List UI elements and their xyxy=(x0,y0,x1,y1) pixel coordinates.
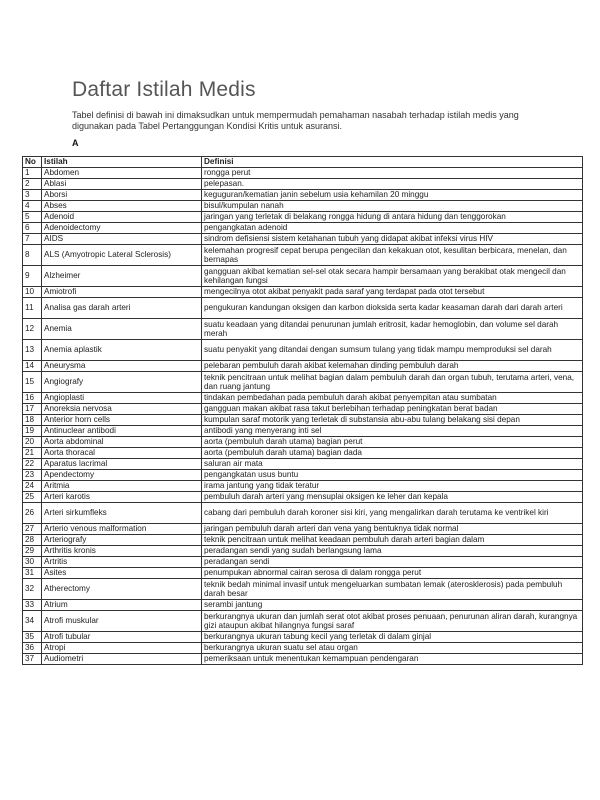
row-term: AIDS xyxy=(42,234,202,245)
row-term: Aorta thoracal xyxy=(42,448,202,459)
table-row xyxy=(23,179,583,190)
row-definition: teknik pencitraan untuk melihat keadaan pembuluh darah arteri bagian dalam xyxy=(202,535,583,546)
row-no: 3 xyxy=(23,190,42,201)
row-no: 20 xyxy=(23,437,42,448)
row-term: Adenoid xyxy=(42,212,202,223)
row-no: 13 xyxy=(23,340,42,361)
row-definition: suatu keadaan yang ditandai penurunan jumlah eritrosit, kadar hemoglobin, dan volume sel darah merah xyxy=(202,319,583,340)
row-definition: teknik pencitraan untuk melihat bagian dalam pembuluh darah dan organ tubuh, terutama arteri, vena, dan ruang jantung xyxy=(202,372,583,393)
row-term: Apendectomy xyxy=(42,470,202,481)
row-definition: rongga perut xyxy=(202,168,583,179)
row-definition: berkurangnya ukuran tabung kecil yang terletak di dalam ginjal xyxy=(202,632,583,643)
row-no: 9 xyxy=(23,266,42,287)
row-no: 30 xyxy=(23,557,42,568)
table-row xyxy=(23,361,583,372)
row-no: 1 xyxy=(23,168,42,179)
row-definition: kumpulan saraf motorik yang terletak di substansia abu-abu tulang belakang sisi depan xyxy=(202,415,583,426)
row-definition: suatu penyakit yang ditandai dengan sumsum tulang yang tidak mampu memproduksi sel darah xyxy=(202,340,583,361)
header-definition: Definisi xyxy=(202,157,583,168)
table-row xyxy=(23,600,583,611)
row-no: 14 xyxy=(23,361,42,372)
row-term: Alzheimer xyxy=(42,266,202,287)
row-term: Atrofi tubular xyxy=(42,632,202,643)
row-definition: peradangan sendi xyxy=(202,557,583,568)
row-definition: kelemahan progresif cepat berupa pengecilan dan kekakuan otot, kesulitan berbicara, menelan, dan bernapas xyxy=(202,245,583,266)
table-row xyxy=(23,546,583,557)
table-row xyxy=(23,470,583,481)
row-no: 5 xyxy=(23,212,42,223)
table-row xyxy=(23,503,583,524)
row-definition: pengangkatan usus buntu xyxy=(202,470,583,481)
row-definition: tindakan pembedahan pada pembuluh darah akibat penyempitan atau sumbatan xyxy=(202,393,583,404)
row-no: 22 xyxy=(23,459,42,470)
row-no: 29 xyxy=(23,546,42,557)
row-term: Angioplasti xyxy=(42,393,202,404)
table-row xyxy=(23,568,583,579)
row-no: 37 xyxy=(23,654,42,665)
table-row xyxy=(23,415,583,426)
row-term: Abses xyxy=(42,201,202,212)
row-definition: mengecilnya otot akibat penyakit pada saraf yang terdapat pada otot tersebut xyxy=(202,287,583,298)
row-definition: peradangan sendi yang sudah berlangsung lama xyxy=(202,546,583,557)
row-no: 25 xyxy=(23,492,42,503)
row-definition: aorta (pembuluh darah utama) bagian perut xyxy=(202,437,583,448)
row-definition: jaringan pembuluh darah arteri dan vena yang bentuknya tidak normal xyxy=(202,524,583,535)
row-term: Adenoidectomy xyxy=(42,223,202,234)
row-term: Ablasi xyxy=(42,179,202,190)
row-definition: gangguan makan akibat rasa takut berlebihan terhadap peningkatan berat badan xyxy=(202,404,583,415)
row-term: Aneurysma xyxy=(42,361,202,372)
row-no: 18 xyxy=(23,415,42,426)
row-term: Aparatus lacrimal xyxy=(42,459,202,470)
row-no: 7 xyxy=(23,234,42,245)
table-row xyxy=(23,643,583,654)
row-no: 35 xyxy=(23,632,42,643)
row-term: Arteriografy xyxy=(42,535,202,546)
table-row xyxy=(23,654,583,665)
row-definition: berkurangnya ukuran dan jumlah serat otot akibat proses penuaan, penurunan aliran darah, kurangnya gizi ataupun akibat hilangnya fungsi saraf xyxy=(202,611,583,632)
table-row xyxy=(23,319,583,340)
row-definition: pembuluh darah arteri yang mensuplai oksigen ke leher dan kepala xyxy=(202,492,583,503)
row-term: Anemia xyxy=(42,319,202,340)
row-definition: irama jantung yang tidak teratur xyxy=(202,481,583,492)
row-term: Arteri sirkumfleks xyxy=(42,503,202,524)
row-no: 34 xyxy=(23,611,42,632)
row-no: 28 xyxy=(23,535,42,546)
row-term: Anemia aplastik xyxy=(42,340,202,361)
glossary-table xyxy=(22,156,583,665)
row-term: Atropi xyxy=(42,643,202,654)
row-no: 4 xyxy=(23,201,42,212)
row-definition: pemeriksaan untuk menentukan kemampuan pendengaran xyxy=(202,654,583,665)
table-row xyxy=(23,535,583,546)
row-no: 10 xyxy=(23,287,42,298)
header-no: No xyxy=(23,157,42,168)
row-no: 24 xyxy=(23,481,42,492)
row-no: 6 xyxy=(23,223,42,234)
table-row xyxy=(23,212,583,223)
row-definition: berkurangnya ukuran suatu sel atau organ xyxy=(202,643,583,654)
table-row xyxy=(23,340,583,361)
table-row xyxy=(23,245,583,266)
row-definition: pelepasan. xyxy=(202,179,583,190)
table-header-row xyxy=(23,157,583,168)
table-row xyxy=(23,190,583,201)
row-definition: pengangkatan adenoid xyxy=(202,223,583,234)
table-row xyxy=(23,437,583,448)
row-no: 15 xyxy=(23,372,42,393)
row-no: 16 xyxy=(23,393,42,404)
row-no: 32 xyxy=(23,579,42,600)
table-body xyxy=(23,168,583,665)
table-row xyxy=(23,266,583,287)
row-term: Atrofi muskular xyxy=(42,611,202,632)
table-row xyxy=(23,632,583,643)
row-term: Arterio venous malformation xyxy=(42,524,202,535)
row-definition: cabang dari pembuluh darah koroner sisi kiri, yang mengalirkan darah terutama ke ventrikel kiri xyxy=(202,503,583,524)
row-no: 11 xyxy=(23,298,42,319)
row-no: 19 xyxy=(23,426,42,437)
row-no: 17 xyxy=(23,404,42,415)
table-row xyxy=(23,557,583,568)
table-row xyxy=(23,393,583,404)
table-row xyxy=(23,459,583,470)
table-row xyxy=(23,168,583,179)
table-row xyxy=(23,201,583,212)
row-definition: gangguan akibat kematian sel-sel otak secara hampir bersamaan yang berakibat otak mengecil dan kehilangan fungsi xyxy=(202,266,583,287)
row-definition: keguguran/kematian janin sebelum usia kehamilan 20 minggu xyxy=(202,190,583,201)
section-letter: A xyxy=(72,138,79,148)
table-row xyxy=(23,234,583,245)
row-term: Angiografy xyxy=(42,372,202,393)
row-no: 2 xyxy=(23,179,42,190)
row-no: 31 xyxy=(23,568,42,579)
table-row xyxy=(23,481,583,492)
row-definition: pelebaran pembuluh darah akibat kelemahan dinding pembuluh darah xyxy=(202,361,583,372)
row-definition: antibodi yang menyerang inti sel xyxy=(202,426,583,437)
row-no: 8 xyxy=(23,245,42,266)
row-term: Analisa gas darah arteri xyxy=(42,298,202,319)
row-term: Anterior horn cells xyxy=(42,415,202,426)
row-term: Antinuclear antibodi xyxy=(42,426,202,437)
row-term: Atherectomy xyxy=(42,579,202,600)
table-row xyxy=(23,372,583,393)
table-row xyxy=(23,611,583,632)
row-definition: jaringan yang terletak di belakang rongga hidung di antara hidung dan tenggorokan xyxy=(202,212,583,223)
row-no: 26 xyxy=(23,503,42,524)
row-term: Arteri karotis xyxy=(42,492,202,503)
table-row xyxy=(23,492,583,503)
row-term: Anoreksia nervosa xyxy=(42,404,202,415)
row-definition: teknik bedah minimal invasif untuk mengeluarkan sumbatan lemak (aterosklerosis) pada pembuluh darah besar xyxy=(202,579,583,600)
intro-paragraph: Tabel definisi di bawah ini dimaksudkan untuk mempermudah pemahaman nasabah terhadap istilah medis yang digunakan pada Tabel Pertanggungan Kondisi Kritis untuk asuransi. xyxy=(72,110,519,131)
header-term: Istilah xyxy=(42,157,202,168)
row-no: 27 xyxy=(23,524,42,535)
row-definition: bisul/kumpulan nanah xyxy=(202,201,583,212)
row-term: Aborsi xyxy=(42,190,202,201)
row-no: 36 xyxy=(23,643,42,654)
row-definition: saluran air mata xyxy=(202,459,583,470)
row-term: Aritmia xyxy=(42,481,202,492)
row-term: Atrium xyxy=(42,600,202,611)
table-row xyxy=(23,448,583,459)
table-row xyxy=(23,426,583,437)
row-definition: sindrom defisiensi sistem ketahanan tubuh yang didapat akibat infeksi virus HIV xyxy=(202,234,583,245)
table-row xyxy=(23,579,583,600)
row-no: 23 xyxy=(23,470,42,481)
row-definition: pengukuran kandungan oksigen dan karbon dioksida serta kadar keasaman darah dari darah arteri xyxy=(202,298,583,319)
row-term: Audiometri xyxy=(42,654,202,665)
row-definition: aorta (pembuluh darah utama) bagian dada xyxy=(202,448,583,459)
row-definition: serambi jantung xyxy=(202,600,583,611)
row-term: Abdomen xyxy=(42,168,202,179)
table-row xyxy=(23,287,583,298)
table-row xyxy=(23,223,583,234)
row-no: 33 xyxy=(23,600,42,611)
row-term: Asites xyxy=(42,568,202,579)
page-title: Daftar Istilah Medis xyxy=(72,78,256,101)
row-definition: penumpukan abnormal cairan serosa di dalam rongga perut xyxy=(202,568,583,579)
row-term: Artritis xyxy=(42,557,202,568)
table-row xyxy=(23,298,583,319)
row-no: 12 xyxy=(23,319,42,340)
row-no: 21 xyxy=(23,448,42,459)
row-term: Arthritis kronis xyxy=(42,546,202,557)
row-term: ALS (Amyotropic Lateral Sclerosis) xyxy=(42,245,202,266)
table-row xyxy=(23,404,583,415)
row-term: Aorta abdominal xyxy=(42,437,202,448)
table-row xyxy=(23,524,583,535)
row-term: Amiotrofi xyxy=(42,287,202,298)
